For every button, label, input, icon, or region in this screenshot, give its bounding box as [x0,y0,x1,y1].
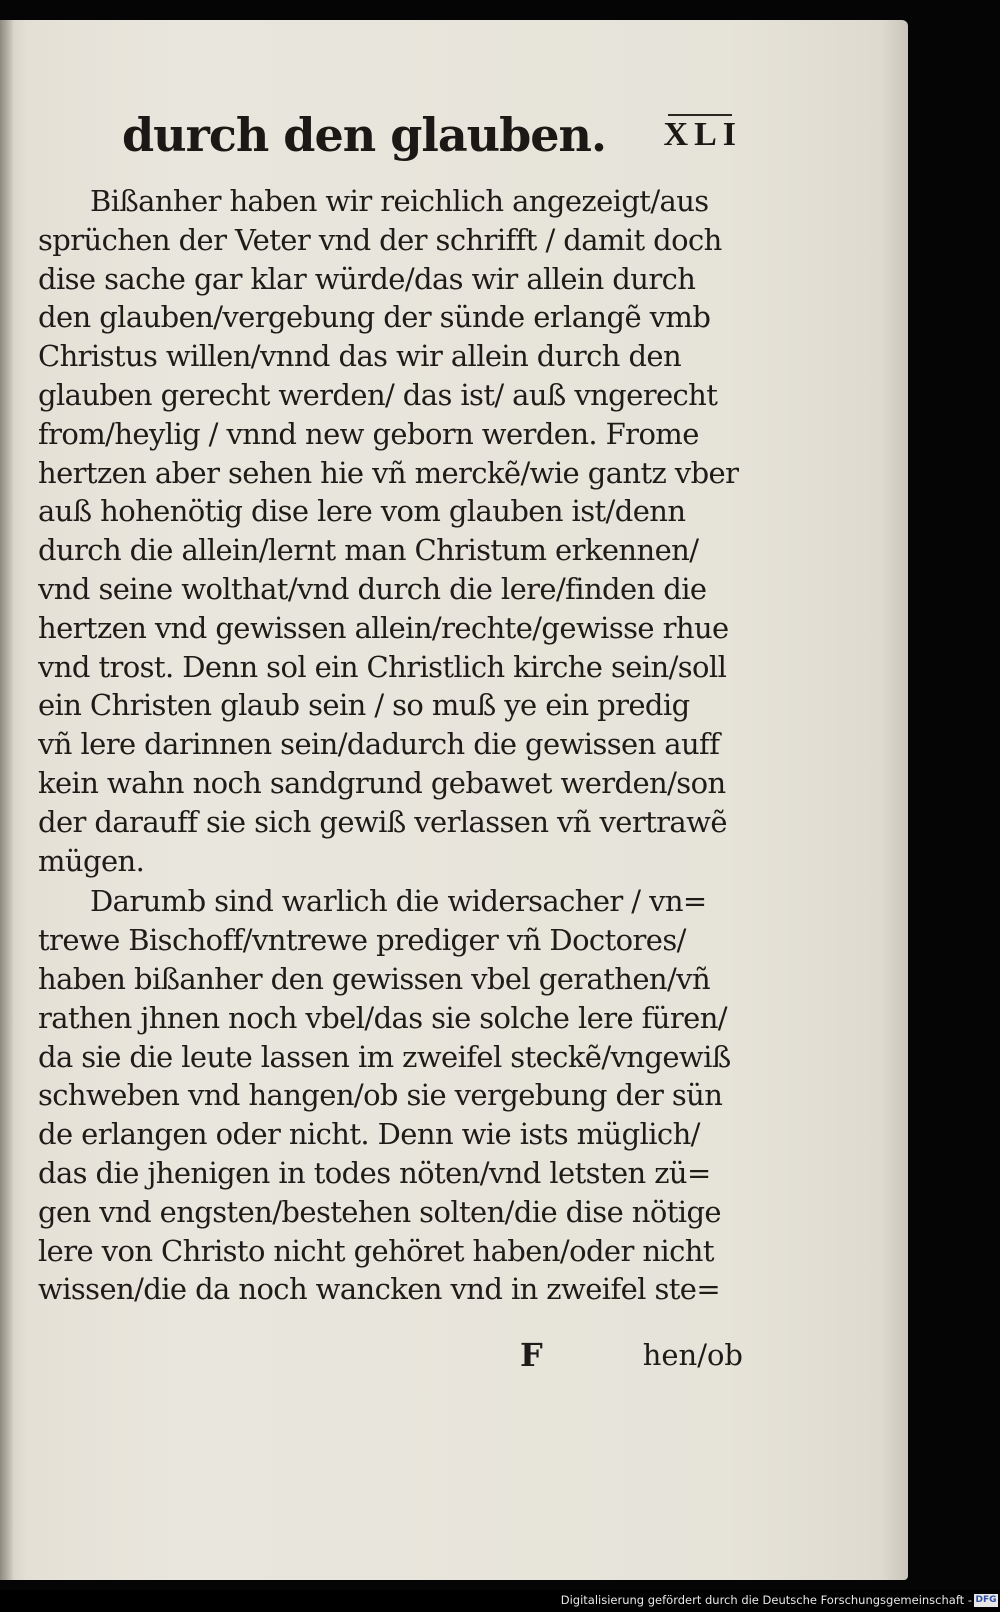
text-line: de erlangen oder nicht. Denn wie ists müglich/ [38,1117,700,1152]
text-line: mügen. [38,843,145,878]
text-line: from/heylig / vnnd new geborn werden. Frome [38,416,699,451]
text-line: Christus willen/vnnd das wir allein durch den [38,339,682,374]
running-head [122,108,742,168]
text-line: glauben gerecht werden/ das ist/ auß vngerecht [38,377,718,412]
footer-strip [0,1590,1000,1612]
text-line: der darauff sie sich gewiß verlassen vñ vertrawẽ [38,804,727,839]
text-line: Bißanher haben wir reichlich angezeigt/aus [90,184,709,218]
text-line: wissen/die da noch wancken vnd in zweifel ste= [38,1272,721,1307]
text-line: rathen jhnen noch vbel/das sie solche lere füren/ [38,1000,727,1035]
text-line: lere von Christo nicht gehöret haben/oder nicht [38,1233,714,1268]
text-line: vñ lere darinnen sein/dadurch die gewissen auff [38,727,720,762]
text-line: schweben vnd hangen/ob sie vergebung der sün [38,1078,723,1113]
text-line: sprüchen der Veter vnd der schrifft / damit doch [38,222,722,257]
folio-number: XLI [663,116,742,153]
text-line: kein wahn noch sandgrund gebawet werden/son [38,765,726,800]
running-head-title: durch den glauben. [122,108,606,162]
text-line: haben bißanher den gewissen vbel gerathen/vñ [38,961,711,996]
text-line: hertzen aber sehen hie vñ merckẽ/wie gantz vber [38,455,739,490]
text-line: ein Christen glaub sein / so muß ye ein predig [38,688,690,723]
text-line: gen vnd engsten/bestehen solten/die dise nötige [38,1194,721,1229]
text-line: durch die allein/lernt man Christum erkennen/ [38,533,699,568]
signature-mark: F [520,1336,543,1374]
paragraph-2 [38,882,743,1309]
text-line: hertzen vnd gewissen allein/rechte/gewisse rhue [38,610,729,645]
text-line: auß hohenötig dise lere vom glauben ist/denn [38,494,686,529]
text-line: Darumb sind warlich die widersacher / vn= [90,884,707,919]
text-line: vnd trost. Denn sol ein Christlich kirche sein/soll [38,649,727,684]
text-line: den glauben/vergebung der sünde erlangẽ vmb [38,300,711,335]
text-line: da sie die leute lassen im zweifel steckẽ/vngewiß [38,1039,731,1074]
text-line: trewe Bischoff/vntrewe prediger vñ Doctores/ [38,923,686,958]
text-line: dise sache gar klar würde/das wir allein durch [38,261,696,296]
digitization-credit: Digitalisierung gefördert durch die Deutsche Forschungsgemeinschaft - [560,1593,972,1607]
gutter-shadow [0,20,14,1580]
text-line: das die jhenigen in todes nöten/vnd letsten zü= [38,1155,711,1190]
paragraph-1 [38,182,743,880]
signature-row [38,1336,743,1376]
text-line: vnd seine wolthat/vnd durch die lere/finden die [38,571,707,606]
catchword: hen/ob [642,1338,743,1372]
dfg-logo-icon: DFG [975,1595,997,1605]
body-text [38,182,743,1309]
